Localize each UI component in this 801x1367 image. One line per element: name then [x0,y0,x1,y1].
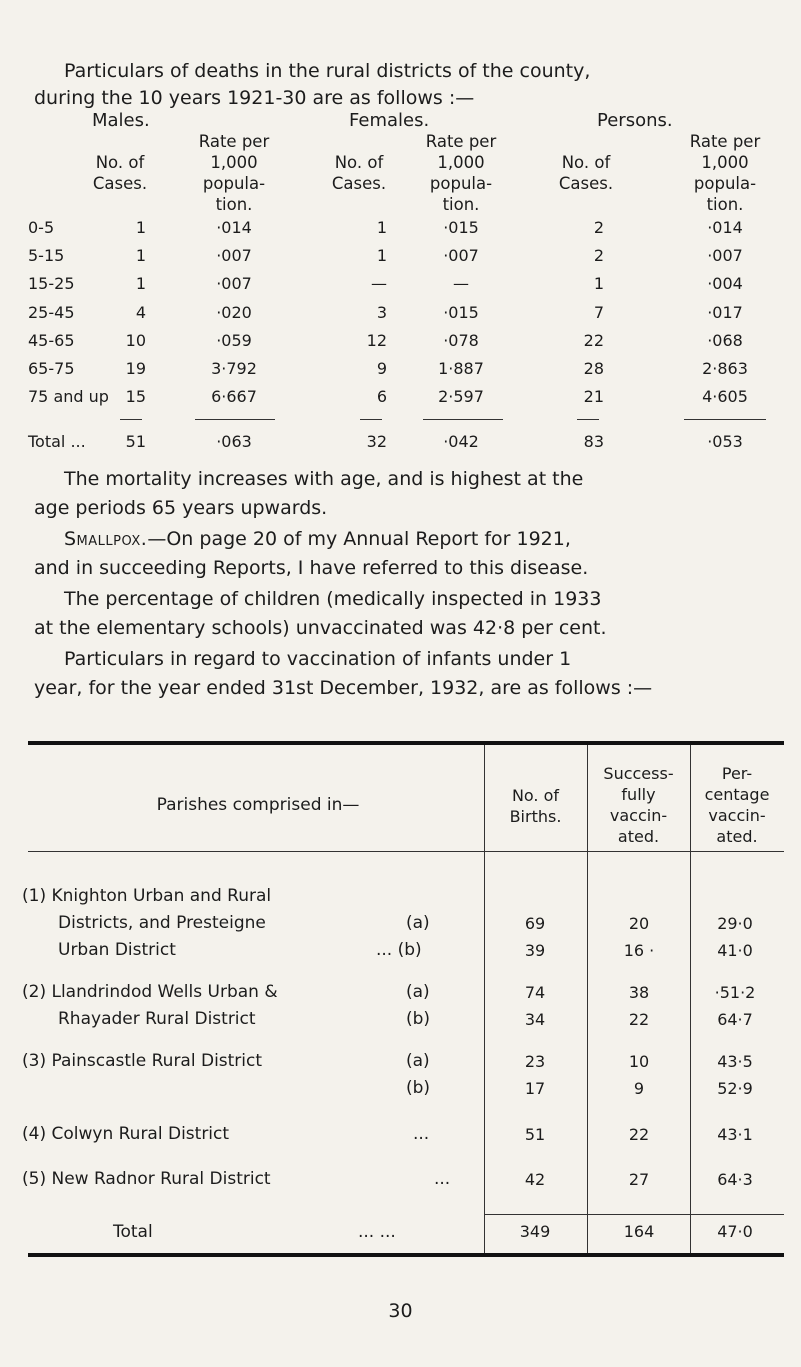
vaccinated-cell: 27 [628,1170,650,1189]
mortality-paragraph [34,465,794,523]
male-rate-cell: ·059 [216,331,252,350]
persons-cases-cell: 21 [583,387,604,406]
paragraph-line: The mortality increases with age, and is highest at the [64,468,584,490]
parish-subdivision: (a) [406,1051,430,1071]
parish-subdivision: (a) [406,982,430,1002]
parish-subdivision: ... [434,1169,451,1189]
header-line: 1,000 [701,153,749,172]
intro-paragraph [34,58,789,112]
persons-rate-cell: 2·863 [702,359,748,378]
male-cases-cell: 4 [135,303,146,322]
success-header [587,763,690,847]
births-header [484,785,587,827]
female-rate-cell: 2·597 [438,387,484,406]
persons-rate-header [679,131,771,215]
mortality-row [24,303,789,327]
female-cases-total: 32 [366,432,387,451]
births-cell: 17 [524,1079,546,1098]
percent-cell: 29·0 [717,914,753,933]
parish-name: (4) Colwyn Rural District [22,1124,230,1144]
age-cell: 25-45 [28,303,75,322]
male-cases-cell: 1 [135,274,146,293]
age-cell: 15-25 [28,274,75,293]
persons-cases-cell: 1 [593,274,604,293]
male-cases-cell: 15 [125,387,146,406]
male-cases-cell: 19 [125,359,146,378]
parish-subdivision: ... [413,1124,430,1144]
header-rule [28,851,784,852]
male-rate-cell: ·020 [216,303,252,322]
header-line: tion. [706,195,744,214]
female-cases-cell: 1 [376,218,387,237]
female-rate-cell: — [453,274,469,293]
male-cases-total: 51 [125,432,146,451]
persons-cases-total: 83 [583,432,604,451]
mortality-total-row [24,432,789,456]
intro-line-2: during the 10 years 1921-30 are as follows :— [34,87,475,109]
header-line: vaccin- [609,806,668,825]
persons-cases-header [546,152,626,194]
percent-cell: 43·5 [717,1052,753,1071]
persons-rate-cell: ·017 [707,303,743,322]
female-rate-cell: ·007 [443,246,479,265]
female-cases-cell: 1 [376,246,387,265]
age-cell: 65-75 [28,359,75,378]
births-cell: 69 [524,914,546,933]
female-cases-cell: 6 [376,387,387,406]
parish-subdivision: (b) [406,1009,431,1029]
births-cell: 74 [524,983,546,1002]
mortality-row [24,387,789,411]
males-cases-header [80,152,160,194]
header-line: Cases. [331,174,387,193]
parish-name: Urban District [58,940,176,960]
persons-rate-cell: ·014 [707,218,743,237]
total-rule [423,419,503,420]
header-line: ated. [617,827,660,846]
header-line: ated. [716,827,758,846]
paragraph-line: year, for the year ended 31st December, 1932, are as follows :— [34,677,653,699]
header-line: Rate per [425,132,497,151]
paragraph-line: at the elementary schools) unvaccinated was 42·8 per cent. [34,617,607,639]
persons-cases-cell: 2 [593,218,604,237]
mortality-row [24,246,789,270]
persons-cases-cell: 22 [583,331,604,350]
total-rule [120,419,142,420]
births-cell: 34 [524,1010,546,1029]
parish-subdivision: ... (b) [376,940,422,960]
births-cell: 42 [524,1170,546,1189]
smallpox-heading: Smallpox. [64,528,148,550]
parish-name: Rhayader Rural District [58,1009,256,1029]
parish-name: (1) Knighton Urban and Rural [22,886,272,906]
percent-header [690,763,784,847]
header-line: No. of [334,153,384,172]
female-cases-cell: 12 [366,331,387,350]
vaccinated-cell: 10 [628,1052,650,1071]
total-rule [360,419,382,420]
table-bottom-rule [28,1253,784,1257]
age-cell: 5-15 [28,246,65,265]
vaccinated-cell: 16 · [623,941,655,960]
male-cases-cell: 1 [135,218,146,237]
header-line: popula- [693,174,757,193]
male-rate-cell: ·014 [216,218,252,237]
header-line: Cases. [558,174,614,193]
parish-name: (5) New Radnor Rural District [22,1169,271,1189]
percentage-paragraph [34,585,794,643]
table-top-rule [28,741,784,745]
header-line: centage [704,785,770,804]
parish-name: (3) Painscastle Rural District [22,1051,263,1071]
births-total: 349 [519,1222,551,1241]
header-line: No. of [561,153,611,172]
percent-cell: 64·7 [717,1010,753,1029]
vaccinated-cell: 9 [633,1079,645,1098]
births-cell: 23 [524,1052,546,1071]
smallpox-paragraph [34,525,794,583]
paragraph-line: Particulars in regard to vaccination of infants under 1 [64,648,572,670]
header-line: Success- [603,764,674,783]
male-rate-cell: 6·667 [211,387,257,406]
female-rate-cell: ·015 [443,303,479,322]
percent-cell: 52·9 [717,1079,753,1098]
header-line: vaccin- [708,806,766,825]
males-group-header: Males. [92,110,150,131]
header-line: No. of [95,153,145,172]
vaccinated-total: 164 [623,1222,655,1241]
total-rule [484,1214,784,1215]
header-line: 1,000 [437,153,485,172]
paragraph-text: —On page 20 of my Annual Report for 1921, [147,528,571,550]
male-rate-cell: ·007 [216,274,252,293]
total-dots: ... ... [358,1222,396,1242]
vaccinated-cell: 38 [628,983,650,1002]
header-line: tion. [215,195,253,214]
header-line: Births. [509,807,562,826]
vaccinated-cell: 22 [628,1125,650,1144]
header-line: 1,000 [210,153,258,172]
persons-rate-cell: ·068 [707,331,743,350]
persons-rate-cell: ·004 [707,274,743,293]
mortality-row [24,218,789,242]
vaccinated-cell: 22 [628,1010,650,1029]
header-line: popula- [429,174,493,193]
total-label: Total [113,1222,153,1242]
total-label: Total ... [28,432,86,451]
females-group-header: Females. [349,110,430,131]
parish-name: (2) Llandrindod Wells Urban & [22,982,278,1002]
female-cases-cell: 3 [376,303,387,322]
persons-rate-total: ·053 [707,432,743,451]
females-rate-header [416,131,506,215]
persons-cases-cell: 2 [593,246,604,265]
female-cases-cell: 9 [376,359,387,378]
percent-cell: 43·1 [717,1125,753,1144]
persons-rate-cell: 4·605 [702,387,748,406]
age-cell: 45-65 [28,331,75,350]
mortality-row [24,331,789,355]
persons-rate-cell: ·007 [707,246,743,265]
males-rate-header [189,131,279,215]
female-cases-cell: — [371,274,387,293]
female-rate-cell: 1·887 [438,359,484,378]
male-cases-cell: 1 [135,246,146,265]
total-rule [577,419,599,420]
male-rate-cell: ·007 [216,246,252,265]
header-line: fully [621,785,656,804]
parish-subdivision: (a) [406,913,430,933]
paragraph-line [34,525,794,554]
total-rule [684,419,766,420]
mortality-row [24,359,789,383]
vaccination-intro-paragraph [34,645,794,703]
female-rate-cell: ·015 [443,218,479,237]
header-line: Cases. [92,174,148,193]
births-cell: 51 [524,1125,546,1144]
age-cell: 0-5 [28,218,55,237]
births-cell: 39 [524,941,546,960]
percent-cell: ·51·2 [714,983,756,1002]
header-line: popula- [202,174,266,193]
vaccination-table [22,741,784,1259]
percent-total: 47·0 [717,1222,753,1241]
page-number: 30 [388,1300,413,1322]
male-rate-cell: 3·792 [211,359,257,378]
parish-subdivision: (b) [406,1078,431,1098]
parishes-header: Parishes comprised in— [156,795,360,815]
mortality-row [24,274,789,298]
parish-name: Districts, and Presteigne [58,913,266,933]
persons-cases-cell: 28 [583,359,604,378]
persons-cases-cell: 7 [593,303,604,322]
paragraph-line: The percentage of children (medically inspected in 1933 [64,588,602,610]
percent-cell: 64·3 [717,1170,753,1189]
persons-group-header: Persons. [597,110,673,131]
paragraph-line: age periods 65 years upwards. [34,497,328,519]
age-cell: 75 and up [28,387,109,406]
female-rate-cell: ·078 [443,331,479,350]
male-rate-total: ·063 [216,432,252,451]
percent-cell: 41·0 [717,941,753,960]
header-line: Per- [721,764,753,783]
vaccinated-cell: 20 [628,914,650,933]
male-cases-cell: 10 [125,331,146,350]
total-rule [195,419,275,420]
paragraph-line: and in succeeding Reports, I have referred to this disease. [34,557,589,579]
header-line: No. of [511,786,560,805]
header-line: Rate per [198,132,270,151]
header-line: tion. [442,195,480,214]
females-cases-header [319,152,399,194]
header-line: Rate per [689,132,761,151]
intro-line-1: Particulars of deaths in the rural districts of the county, [64,60,591,82]
female-rate-total: ·042 [443,432,479,451]
